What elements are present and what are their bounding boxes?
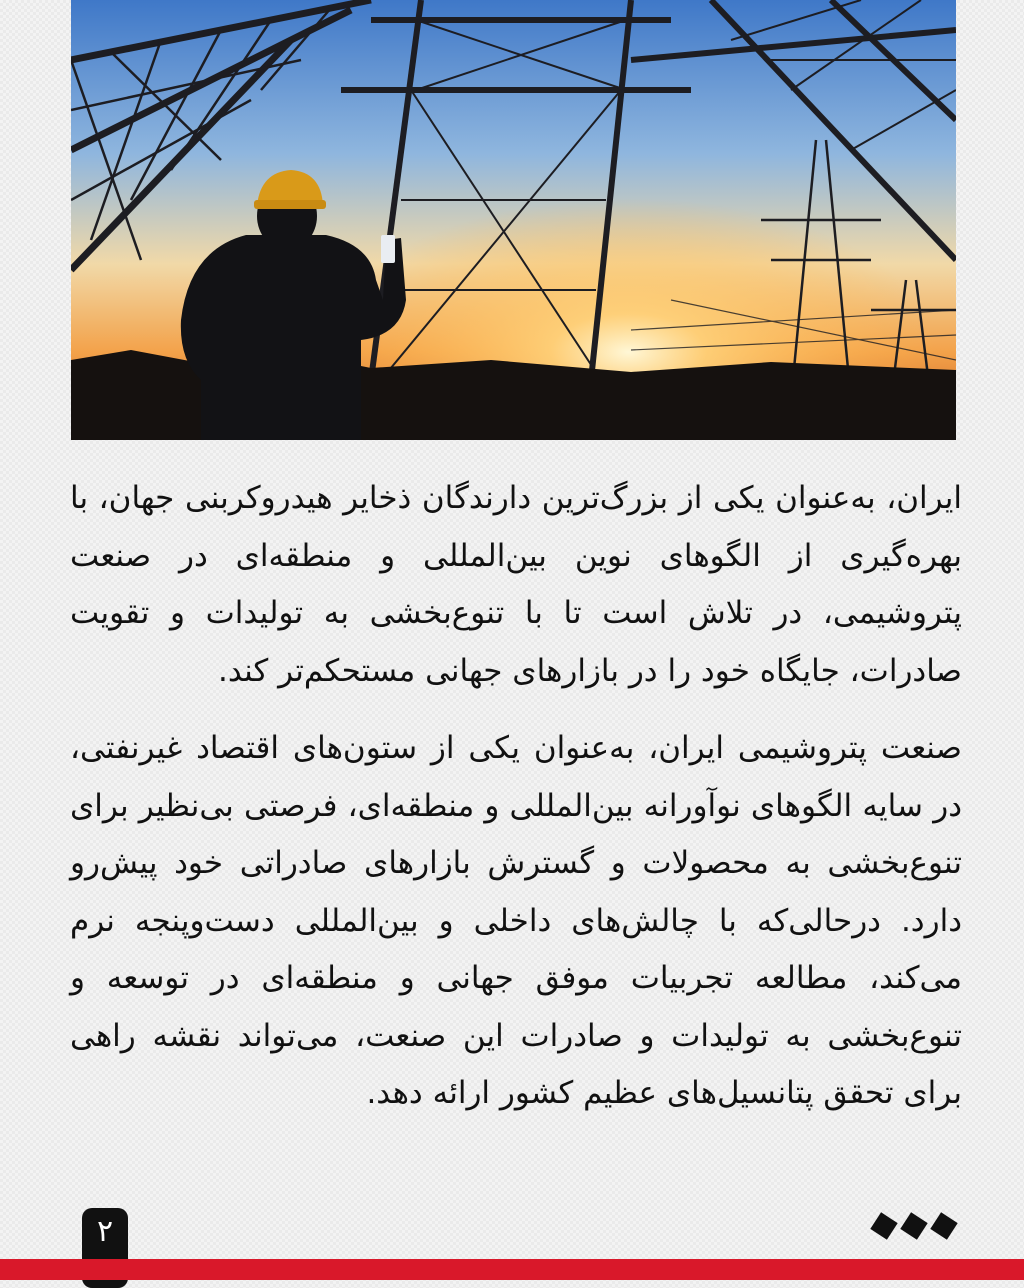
page-number: ۲	[96, 1214, 114, 1249]
paragraph-intro: ایران، به‌عنوان یکی از بزرگ‌ترین دارندگان ذخایر هیدروکربنی جهان، با بهره‌گیری از الگوهای نوین بین‌المللی و منطقه‌ای در صنعت پتروشیمی، در تلاش است تا با تنوع‌بخشی به تولیدات و تقویت صادرات، جایگاه خود را در بازارهای جهانی مستحکم‌تر کند.	[70, 480, 962, 689]
decorative-diamonds-icon	[870, 1210, 964, 1242]
article-body	[70, 470, 962, 1123]
paragraph-main: صنعت پتروشیمی ایران، به‌عنوان یکی از ستون‌های اقتصاد غیرنفتی، در سایه الگوهای نوآورانه بین‌المللی و منطقه‌ای، فرصتی بی‌نظیر برای تنوع‌بخشی به محصولات و گسترش بازارهای صادراتی خود پیش‌رو دارد. درحالی‌که با چالش‌های داخلی و بین‌المللی دست‌وپنجه نرم می‌کند، مطالعه تجربیات موفق جهانی و منطقه‌ای در توسعه و تنوع‌بخشی به تولیدات و صادرات این صنعت، می‌تواند نقشه راهی برای تحقق پتانسیل‌های عظیم کشور ارائه دهد.	[70, 730, 962, 1111]
footer-bar	[0, 1259, 1024, 1280]
hero-image	[71, 0, 956, 440]
